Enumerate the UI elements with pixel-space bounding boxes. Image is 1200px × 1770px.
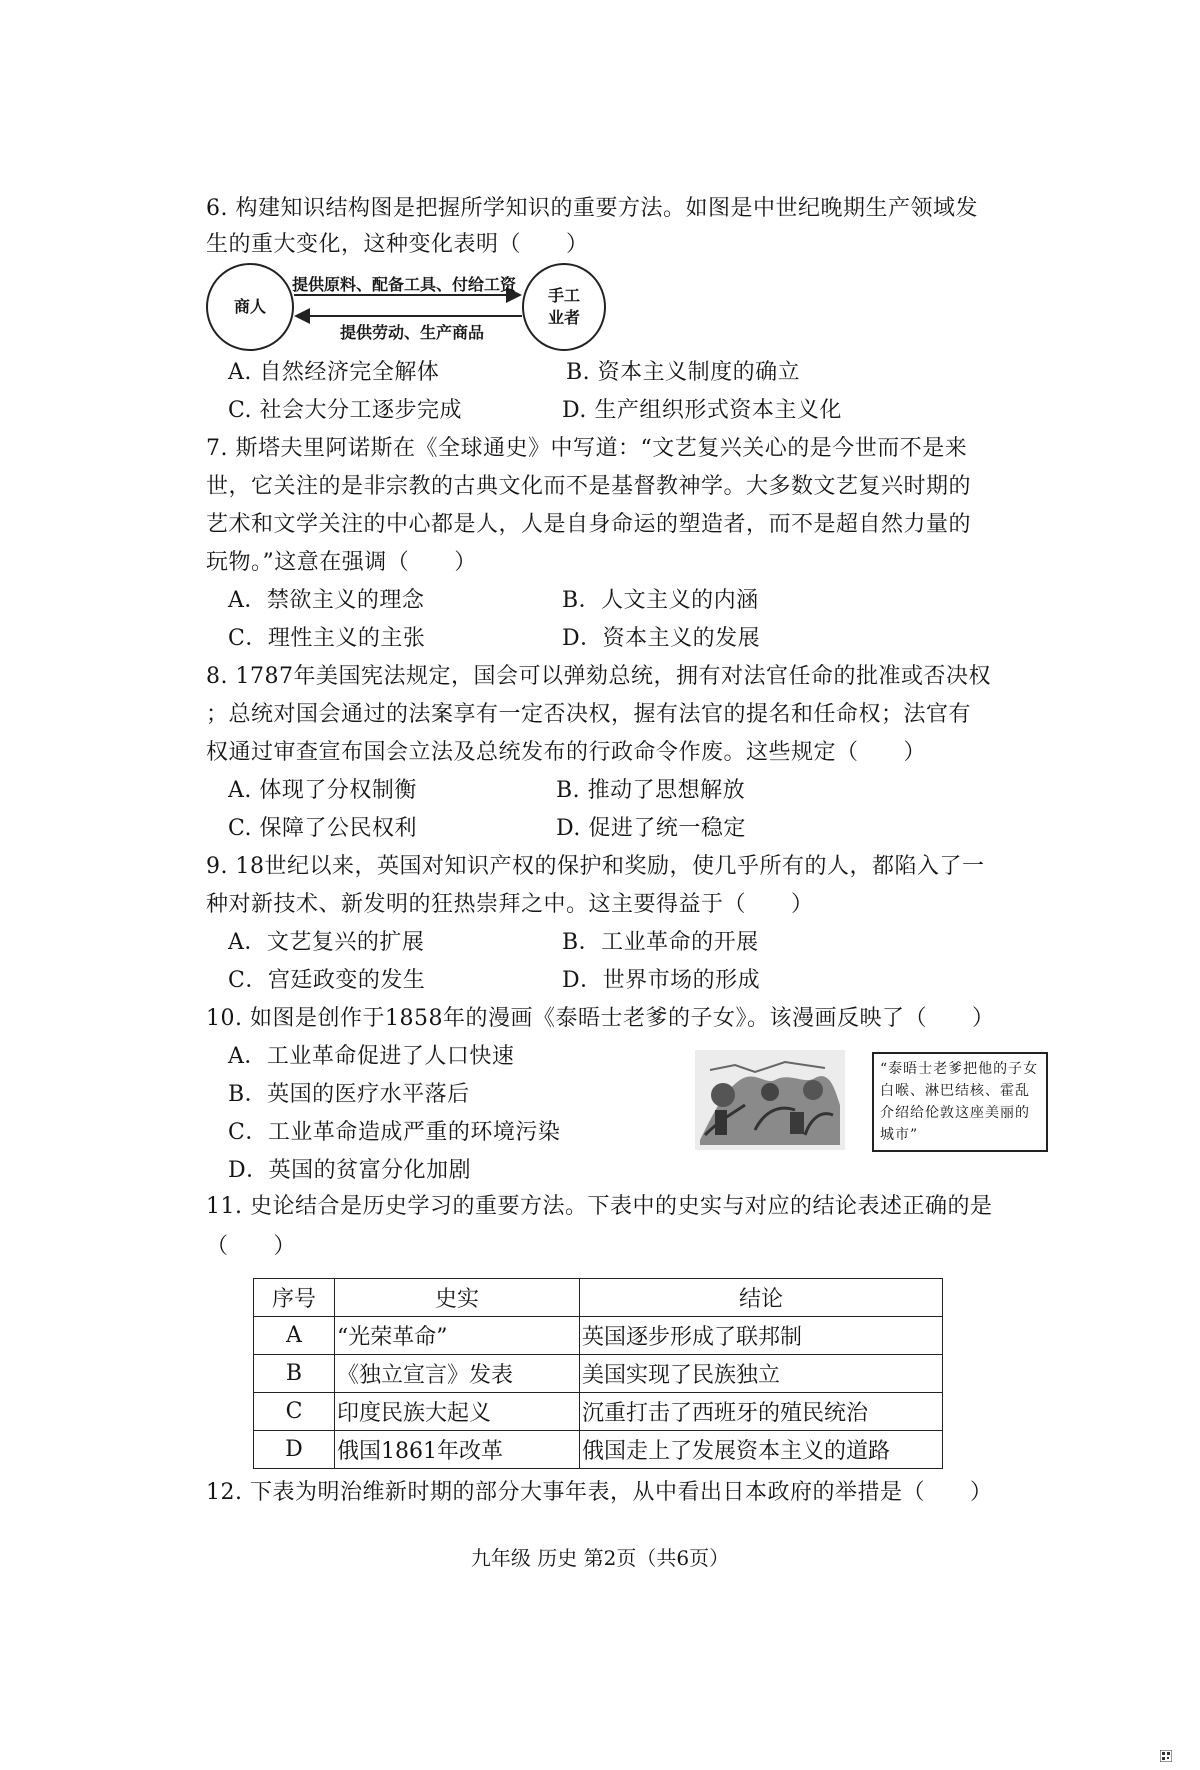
table-cell: 《独立宣言》发表 (335, 1355, 580, 1393)
table-row (254, 1431, 943, 1469)
table-cell: 英国逐步形成了联邦制 (580, 1317, 943, 1355)
artisan-label-line1: 手工 (547, 286, 580, 305)
cartoon-caption: “泰晤士老爹把他的子女白喉、淋巴结核、霍乱介绍给伦敦这座美丽的城市” (872, 1052, 1048, 1152)
table-cell: 美国实现了民族独立 (580, 1355, 943, 1393)
q7-line-4: 玩物。”这意在强调（ ） (206, 550, 477, 575)
q8-option-b[interactable]: B. 推动了思想解放 (556, 778, 746, 803)
page-footer: 九年级 历史 第2页（共6页） (470, 1546, 730, 1570)
top-arrow-label: 提供原料、配备工具、付给工资 (292, 275, 517, 294)
q7-line-2: 世，它关注的是非宗教的古典文化而不是基督教神学。大多数文艺复兴时期的 (206, 474, 972, 499)
q10-option-a[interactable]: A．工业革命促进了人口快速 (228, 1044, 515, 1069)
table-cell: A (254, 1317, 335, 1355)
q9-option-b[interactable]: B．工业革命的开展 (562, 930, 759, 955)
table-row (254, 1355, 943, 1393)
q7-option-b[interactable]: B．人文主义的内涵 (562, 588, 759, 613)
table-cell: 俄国1861年改革 (335, 1431, 580, 1469)
q7-line-1: 7. 斯塔夫里阿诺斯在《全球通史》中写道：“文艺复兴关心的是今世而不是来 (206, 436, 968, 461)
q10-option-d[interactable]: D．英国的贫富分化加剧 (228, 1158, 472, 1183)
q11-table (253, 1278, 943, 1469)
q11-line-1: 11. 史论结合是历史学习的重要方法。下表中的史实与对应的结论表述正确的是 (206, 1194, 993, 1219)
table-header-cell: 序号 (254, 1279, 335, 1317)
q9-line-1: 9. 18世纪以来，英国对知识产权的保护和奖励，使几乎所有的人，都陷入了一 (206, 854, 985, 879)
table-cell: “光荣革命” (335, 1317, 580, 1355)
merchant-label: 商人 (233, 297, 266, 316)
artisan-label-line2: 业者 (547, 308, 580, 327)
q7-line-3: 艺术和文学关注的中心都是人，人是自身命运的塑造者，而不是超自然力量的 (206, 512, 972, 537)
table-cell: 俄国走上了发展资本主义的道路 (580, 1431, 943, 1469)
q6-option-a[interactable]: A. 自然经济完全解体 (228, 360, 440, 385)
q7-option-d[interactable]: D．资本主义的发展 (562, 626, 761, 651)
q10-option-c[interactable]: C．工业革命造成严重的环境污染 (228, 1120, 561, 1145)
q9-option-d[interactable]: D．世界市场的形成 (562, 968, 761, 993)
qr-code-icon (1160, 1750, 1172, 1762)
q8-line-2: ；总统对国会通过的法案享有一定否决权，握有法官的提名和任命权；法官有 (206, 702, 972, 727)
cartoon-image (695, 1050, 845, 1150)
q8-option-c[interactable]: C. 保障了公民权利 (228, 816, 418, 841)
table-cell: D (254, 1431, 335, 1469)
q12-line-1: 12. 下表为明治维新时期的部分大事年表，从中看出日本政府的举措是（ ） (206, 1480, 993, 1505)
q8-option-a[interactable]: A. 体现了分权制衡 (228, 778, 417, 803)
q9-option-c[interactable]: C．宫廷政变的发生 (228, 968, 426, 993)
q6-option-d[interactable]: D. 生产组织形式资本主义化 (562, 398, 842, 423)
bottom-arrow-label: 提供劳动、生产商品 (340, 323, 485, 342)
table-cell: C (254, 1393, 335, 1431)
q10-line-1: 10. 如图是创作于1858年的漫画《泰晤士老爹的子女》。该漫画反映了（ ） (206, 1006, 995, 1031)
diagram-arrows (0, 0, 1200, 400)
q9-option-a[interactable]: A．文艺复兴的扩展 (228, 930, 425, 955)
table-row (254, 1317, 943, 1355)
table-header-row (254, 1279, 943, 1317)
q6-line-1: 6. 构建知识结构图是把握所学知识的重要方法。如图是中世纪晚期生产领域发 (206, 196, 978, 221)
q6-option-b[interactable]: B. 资本主义制度的确立 (566, 360, 801, 385)
table-cell: 印度民族大起义 (335, 1393, 580, 1431)
q6-option-c[interactable]: C. 社会大分工逐步完成 (228, 398, 463, 423)
q8-line-3: 权通过审查宣布国会立法及总统发布的行政命令作废。这些规定（ ） (206, 740, 927, 765)
table-cell: B (254, 1355, 335, 1393)
q8-line-1: 8. 1787年美国宪法规定，国会可以弹劾总统，拥有对法官任命的批准或否决权 (206, 664, 991, 689)
q9-line-2: 种对新技术、新发明的狂热崇拜之中。这主要得益于（ ） (206, 892, 814, 917)
q7-option-a[interactable]: A．禁欲主义的理念 (228, 588, 425, 613)
q6-line-2: 生的重大变化，这种变化表明（ ） (206, 232, 589, 257)
q11-line-2: （ ） (206, 1234, 297, 1259)
table-header-cell: 结论 (580, 1279, 943, 1317)
q7-option-c[interactable]: C．理性主义的主张 (228, 626, 426, 651)
table-cell: 沉重打击了西班牙的殖民统治 (580, 1393, 943, 1431)
table-header-cell: 史实 (335, 1279, 580, 1317)
q8-option-d[interactable]: D. 促进了统一稳定 (556, 816, 746, 841)
table-row (254, 1393, 943, 1431)
q10-option-b[interactable]: B．英国的医疗水平落后 (228, 1082, 470, 1107)
